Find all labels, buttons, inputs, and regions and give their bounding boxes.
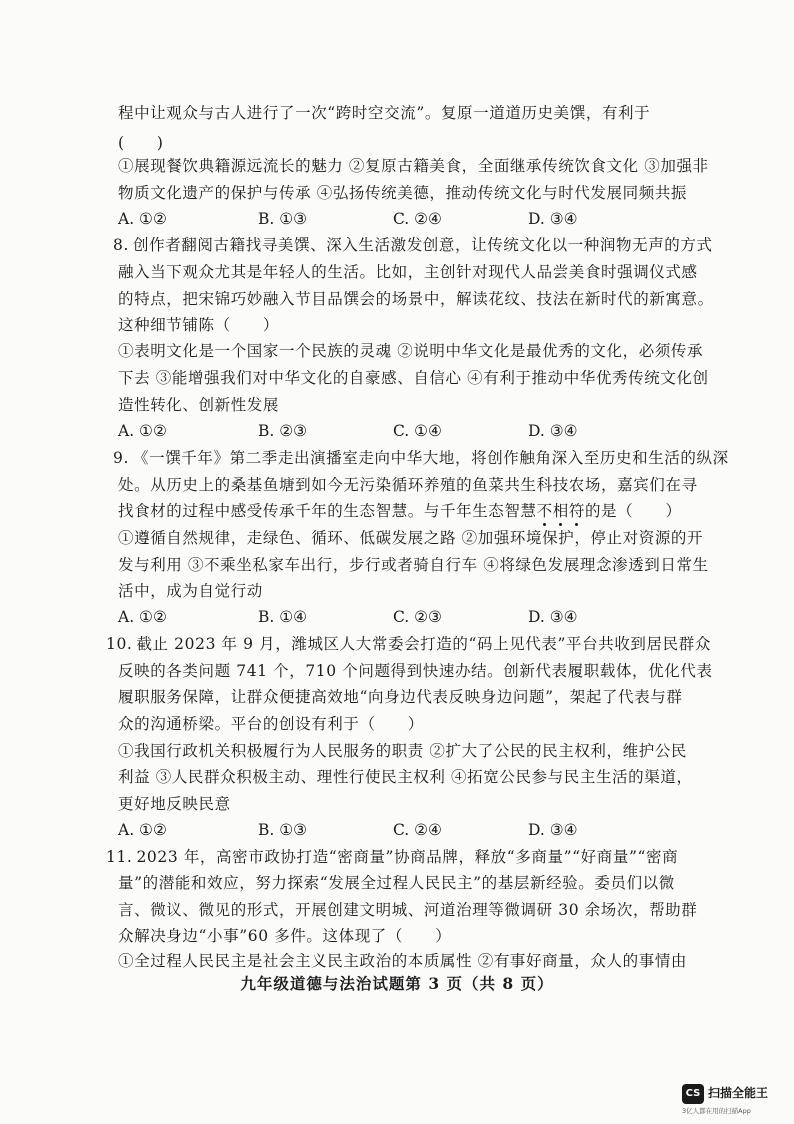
q7-line-2: ( ) (118, 134, 164, 152)
q11-line-5: ①全过程人民民主是社会主义民主政治的本质属性 ②有事好商量，众人的事情由 (118, 952, 688, 970)
q10-line-3: 履职服务保障，让群众便捷高效地“向身边代表反映身边问题”，架起了代表与群 (118, 688, 683, 706)
q9-line-1 (113, 447, 729, 469)
q9-line-2: 处。从历史上的桑基鱼塘到如今无污染循环养殖的鱼菜共生科技农场，嘉宾们在寻 (118, 476, 698, 494)
q10-line-6: 利益 ③人民群众积极主动、理性行使民主权利 ④拓宽公民参与民主生活的渠道， (118, 768, 693, 786)
q9-line-6: 活中，成为自觉行动 (118, 582, 263, 600)
q7-option-d: D. ③④ (528, 210, 578, 228)
q9-line-4: ①遵循自然规律，走绿色、循环、低碳发展之路 ②加强环境保护，停止对资源的开 (118, 529, 704, 547)
q9-stem-3b: 的是（ ） (584, 502, 682, 520)
watermark-app-name: 扫描全能王 (708, 1086, 769, 1100)
q9-stem-1: 《一馔千年》第二季走出演播室走向中华大地，将创作触角深入至历史和生活的纵深 (133, 449, 729, 467)
q8-line-4: 这种细节铺陈（ ） (118, 316, 280, 334)
q8-line-3: 的特点，把宋锦巧妙融入节目品馔会的场景中，解读花纹、技法在新时代的新寓意。 (118, 290, 714, 308)
q10-options (118, 819, 684, 841)
q8-line-6: 下去 ③能增强我们对中华文化的自豪感、自信心 ④有利于推动中华优秀传统文化创 (118, 369, 709, 387)
emphasis-dot-1: 不 (536, 502, 553, 520)
q10-stem-1: 截止 2023 年 9 月，潍城区人大常委会打造的“码上见代表”平台共收到居民群众 (136, 635, 711, 653)
page-footer: 九年级道德与法治试题第 3 页（共 8 页） (240, 974, 554, 993)
q8-option-d: D. ③④ (528, 422, 578, 440)
q11-stem-1: 2023 年，高密市政协打造“密商量”协商品牌，释放“多商量”“好商量”“密商 (136, 848, 679, 866)
emphasis-dot-3: 符 (568, 502, 585, 520)
q11-line-3: 言、微议、微见的形式，开展创建文明城、河道治理等微调研 30 余场次，帮助群 (118, 901, 698, 919)
q7-options (118, 208, 684, 230)
q9-options (118, 606, 684, 628)
q8-options (118, 420, 684, 442)
q10-option-a: A. ①② (118, 821, 167, 839)
q11-line-4: 众解决身边“小事”60 多件。这体现了（ ） (118, 927, 452, 945)
camscanner-icon: CS (682, 1084, 704, 1104)
q10-line-4: 众的沟通桥梁。平台的创设有利于（ ） (118, 715, 424, 733)
q9-option-c: C. ②③ (393, 608, 442, 626)
q8-line-2: 融入当下观众尤其是年轻人的生活。比如，主创针对现代人品尝美食时强调仪式感 (118, 263, 698, 281)
q7-line-4: 物质文化遗产的保护与传承 ④弘扬传统美德，推动传统文化与时代发展同频共振 (118, 184, 688, 202)
q9-option-b: B. ①④ (258, 608, 308, 626)
q8-line-5: ①表明文化是一个国家一个民族的灵魂 ②说明中华文化是最优秀的文化，必须传承 (118, 342, 704, 360)
q7-option-c: C. ②④ (393, 210, 442, 228)
q8-number: 8. (113, 236, 129, 254)
q9-option-a: A. ①② (118, 608, 167, 626)
q10-option-d: D. ③④ (528, 821, 578, 839)
q7-option-a: A. ①② (118, 210, 167, 228)
q7-option-b: B. ①③ (258, 210, 308, 228)
emphasis-dot-2: 相 (552, 502, 569, 520)
q8-option-a: A. ①② (118, 422, 167, 440)
q11-line-1 (106, 846, 679, 868)
q10-option-b: B. ①③ (258, 821, 308, 839)
q8-option-c: C. ①④ (393, 422, 442, 440)
q9-number: 9. (113, 449, 129, 467)
q8-line-7: 造性转化、创新性发展 (118, 396, 280, 414)
q8-option-b: B. ②③ (258, 422, 308, 440)
q8-line-1 (113, 234, 713, 256)
q7-line-3: ①展现餐饮典籍源远流长的魅力 ②复原古籍美食，全面继承传统饮食文化 ③加强非 (118, 157, 709, 175)
q11-number: 11. (106, 848, 133, 866)
q10-line-5: ①我国行政机关积极履行为人民服务的职责 ②扩大了公民的民主权利，维护公民 (118, 742, 688, 760)
q8-stem-1: 创作者翻阅古籍找寻美馔、深入生活激发创意，让传统文化以一种润物无声的方式 (133, 236, 713, 254)
q10-line-7: 更好地反映民意 (118, 795, 231, 813)
scanner-watermark (682, 1082, 792, 1122)
q10-option-c: C. ②④ (393, 821, 442, 839)
q10-line-2: 反映的各类问题 741 个，710 个问题得到快速办结。创新代表履职载体，优化代表 (118, 662, 713, 680)
q10-number: 10. (106, 635, 133, 653)
watermark-tagline: 3亿人都在用的扫描App (682, 1107, 751, 1115)
q10-line-1 (106, 633, 711, 655)
q9-line-3 (118, 500, 684, 522)
q9-option-d: D. ③④ (528, 608, 578, 626)
q9-stem-3a: 找食材的过程中感受传承千年的生态智慧。与千年生态智慧 (118, 502, 537, 520)
q11-line-2: 量”的潜能和效应，努力探索“发展全过程人民民主”的基层新经验。委员们以微 (118, 874, 675, 892)
q7-line-1: 程中让观众与古人进行了一次“跨时空交流”。复原一道道历史美馔，有利于 (118, 104, 651, 122)
q9-line-5: 发与利用 ③不乘坐私家车出行，步行或者骑自行车 ④将绿色发展理念渗透到日常生 (118, 556, 709, 574)
